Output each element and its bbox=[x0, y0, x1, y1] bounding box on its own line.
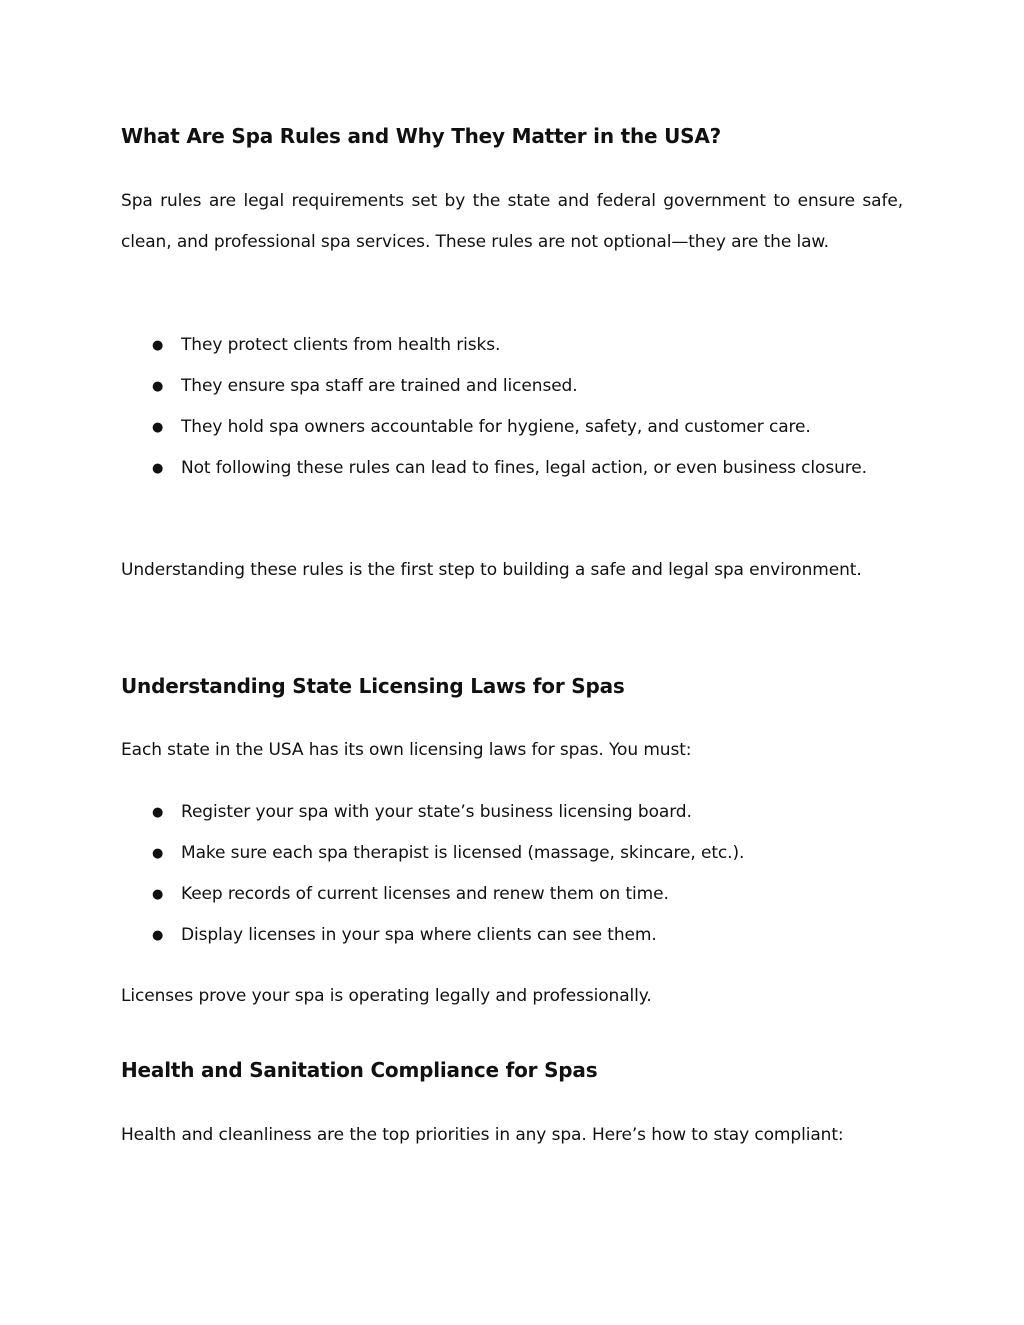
section-heading-spa-rules: What Are Spa Rules and Why They Matter in the USA? bbox=[121, 124, 722, 148]
list-item bbox=[121, 874, 903, 915]
bullet-icon: ● bbox=[152, 846, 164, 861]
list-item bbox=[121, 915, 903, 956]
bullet-icon: ● bbox=[152, 338, 164, 353]
list-item-text: Keep records of current licenses and renew them on time. bbox=[181, 884, 669, 904]
list-item bbox=[121, 325, 903, 366]
list-item bbox=[121, 792, 903, 833]
section-closing-paragraph: Understanding these rules is the first step to building a safe and legal spa environment. bbox=[121, 560, 862, 580]
bullet-icon: ● bbox=[152, 420, 164, 435]
section-heading-sanitation: Health and Sanitation Compliance for Spas bbox=[121, 1058, 598, 1082]
section-intro-paragraph: Health and cleanliness are the top priorities in any spa. Here’s how to stay compliant: bbox=[121, 1125, 844, 1145]
list-item-text: They ensure spa staff are trained and licensed. bbox=[181, 376, 578, 396]
bullet-icon: ● bbox=[152, 461, 164, 476]
list-item bbox=[121, 407, 903, 448]
list-item-text: They hold spa owners accountable for hygiene, safety, and customer care. bbox=[181, 417, 811, 437]
list-item-text: Register your spa with your state’s business licensing board. bbox=[181, 802, 692, 822]
bullet-icon: ● bbox=[152, 379, 164, 394]
bullet-icon: ● bbox=[152, 928, 164, 943]
list-item-text: They protect clients from health risks. bbox=[181, 335, 501, 355]
section-closing-paragraph: Licenses prove your spa is operating legally and professionally. bbox=[121, 986, 652, 1006]
list-item bbox=[121, 833, 903, 874]
list-item bbox=[121, 366, 903, 407]
bullet-icon: ● bbox=[152, 805, 164, 820]
bullet-icon: ● bbox=[152, 887, 164, 902]
list-item-text: Not following these rules can lead to fines, legal action, or even business closure. bbox=[181, 458, 867, 478]
list-item-text: Make sure each spa therapist is licensed (massage, skincare, etc.). bbox=[181, 843, 745, 863]
section-heading-licensing: Understanding State Licensing Laws for Spas bbox=[121, 674, 625, 698]
bullet-list-spa-rules bbox=[121, 325, 903, 489]
list-item bbox=[121, 448, 903, 489]
section-intro-paragraph: Spa rules are legal requirements set by the state and federal government to ensure safe, clean, and professional spa services. These rules are not optional—they are the law. bbox=[121, 191, 903, 252]
list-item-text: Display licenses in your spa where clients can see them. bbox=[181, 925, 657, 945]
section-intro-paragraph: Each state in the USA has its own licensing laws for spas. You must: bbox=[121, 740, 692, 760]
bullet-list-licensing bbox=[121, 792, 903, 956]
